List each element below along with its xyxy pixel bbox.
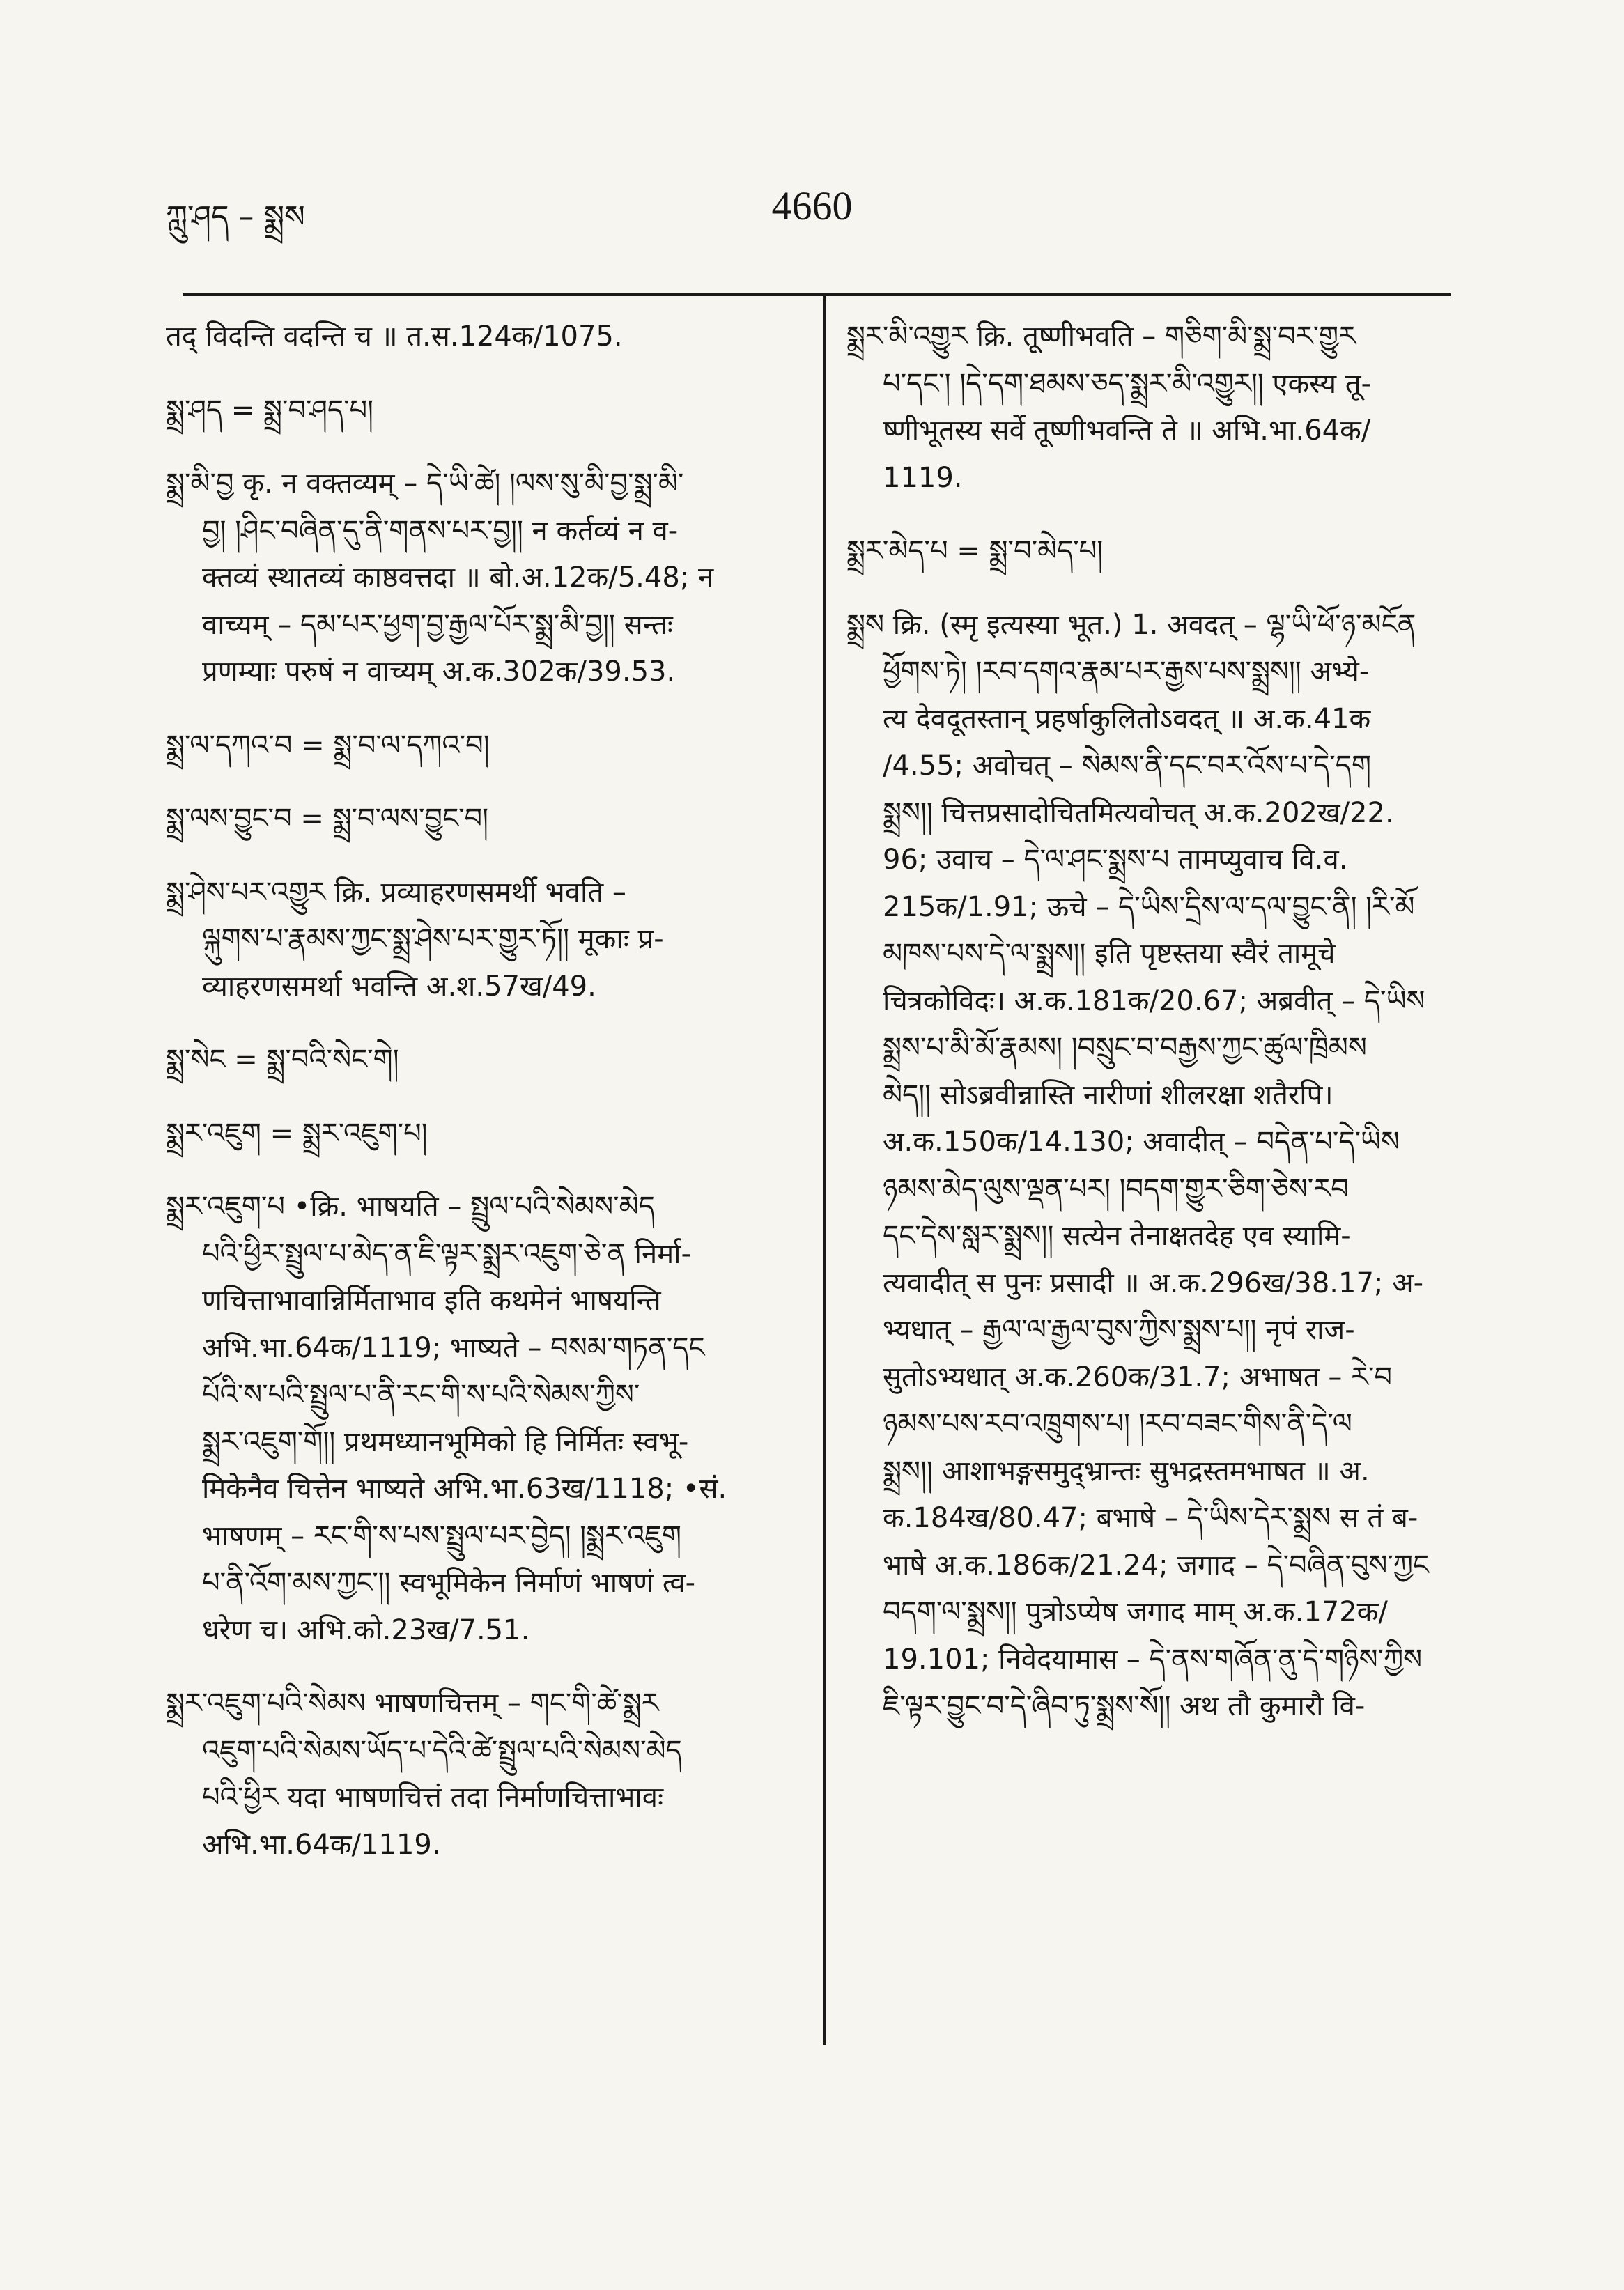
entry-line: त्य देवदूतस्तान् प्रहर्षाकुलितोऽवदत् ॥ अ.क.41क: [883, 702, 1371, 735]
entry-line: སྨྲ་སེང = སྨྲ་བའི་སེང་གེ།: [166, 1044, 399, 1076]
page-number: 4660: [771, 183, 853, 229]
entry-line: སྨྲས།། चित्तप्रसादोचितमित्यवोचत् अ.क.202ख/22.: [883, 796, 1394, 829]
entry-line: सुतोऽभ्यधात् अ.क.260क/31.7; अभाषत – རེ་བ: [883, 1361, 1393, 1393]
header-rule: [183, 293, 1451, 296]
entry-line: अ.क.150क/14.130; अवादीत् – བདེན་པ་དེ་ཡིས: [883, 1126, 1400, 1158]
entry-line: མཁས་པས་དེ་ལ་སྨྲས།། इति पृष्टस्तया स्वैरं तामूचे: [883, 938, 1336, 970]
entry-line: སྨྲ་ཤེས་པར་འགྱུར क्रि. प्रव्याहरणसमर्थी भवति –: [166, 876, 626, 908]
dictionary-entry: [166, 722, 793, 770]
dictionary-entry: [846, 528, 1453, 575]
entry-line: སྨྲ་ལ་དཀའ་བ = སྨྲ་བ་ལ་དཀའ་བ།: [166, 729, 490, 761]
entry-line: མེད།། सोऽब्रवीन्नास्ति नारीणां शीलरक्षा शतैरपि।: [883, 1078, 1333, 1111]
dictionary-entry: [166, 1037, 793, 1084]
entry-line: 1119.: [883, 461, 963, 494]
dictionary-entry: [846, 314, 1453, 502]
entry-line: པོའི་ས་པའི་སྤྲུལ་པ་ནི་རང་གི་ས་པའི་སེམས་ཀྱིས་: [202, 1379, 640, 1411]
entry-line: པ་ནི་འོག་མས་ཀྱང་།། स्वभूमिकेन निर्माणं भाषणं त्व-: [202, 1567, 696, 1599]
left-column: [166, 314, 793, 1895]
dictionary-entry: [166, 1184, 793, 1654]
entry-line: སྨྲར་འཇུག་པ •क्रि. भाषयति – སྤྲུལ་པའི་སེམས་མེད: [166, 1191, 655, 1223]
entry-line: སྨྲར་མེད་པ = སྨྲ་བ་མེད་པ།: [846, 535, 1104, 567]
entry-line: व्याहरणसमर्था भवन्ति अ.श.57ख/49.: [202, 970, 596, 1003]
entry-line: त्यवादीत् स पुनः प्रसादी ॥ अ.क.296ख/38.17; अ-: [883, 1267, 1424, 1299]
entry-line: སྨྲས།། आशाभङ्गसमुद्भ्रान्तः सुभद्रस्तमभाषत ॥ अ.: [883, 1455, 1370, 1487]
entry-line: ལྐུགས་པ་རྣམས་ཀྱང་སྨྲ་ཤེས་པར་གྱུར་ཏོ།། मूकाः प्र-: [202, 923, 664, 955]
entry-line: ཉམས་མེད་ལུས་ལྡན་པར། །བདག་གྱུར་ཅིག་ཅེས་རབ: [883, 1173, 1349, 1205]
entry-line: སྨྲར་འཇུག་པའི་སེམས भाषणचित्तम् – གང་གི་ཚེ་སྨྲར: [166, 1687, 659, 1719]
dictionary-entry: [166, 869, 793, 1011]
dictionary-entry: [846, 602, 1453, 1731]
entry-line: वाच्यम् – དམ་པར་ཕྱག་བྱ་རྒྱལ་པོར་སྨྲ་མི་བྱ།། सन्तः: [202, 608, 673, 641]
entry-line: मिकेनैव चित्तेन भाष्यते अभि.भा.63ख/1118; •सं.: [202, 1473, 727, 1505]
entry-line: བྱ། །ཤིང་བཞིན་དུ་ནི་གནས་པར་བྱ།། न कर्तव्यं न व-: [202, 514, 679, 547]
dictionary-entry: [166, 387, 793, 435]
right-column: [846, 314, 1453, 1757]
entry-line: अभि.भा.64क/1119; भाष्यते – བསམ་གཏན་དང: [202, 1331, 705, 1364]
entry-line: སྨྲས་པ་མི་མོ་རྣམས། །བསྲུང་བ་བརྒྱས་ཀྱང་ཚུལ་ཁྲིམས: [883, 1032, 1367, 1064]
entry-line: क.184ख/80.47; बभाषे – དེ་ཡིས་དེར་སྨྲས स तं ब-: [883, 1502, 1418, 1534]
entry-line: འཇུག་པའི་སེམས་ཡོད་པ་དེའི་ཚེ་སྤྲུལ་པའི་སེམས་མེད: [202, 1734, 682, 1767]
entry-line: /4.55; अवोचत् – སེམས་ནི་དང་བར་འོས་པ་དེ་དག: [883, 750, 1371, 782]
entry-line: པའི་ཕྱིར यदा भाषणचित्तं तदा निर्माणचित्ताभावः: [202, 1781, 664, 1813]
entry-line: चित्रकोविदः। अ.क.181क/20.67; अब्रवीत् – དེ་ཡིས: [883, 984, 1425, 1017]
entry-line: धरेण च। अभि.को.23ख/7.51.: [202, 1614, 530, 1646]
dictionary-entry: [166, 1680, 793, 1869]
entry-line: སྨྲར་མི་འགྱུར क्रि. तूष्णीभवति – གཅིག་མི་སྨྲ་བར་གྱུར: [846, 320, 1356, 353]
entry-line: तद् विदन्ति वदन्ति च ॥ त.स.124क/1075.: [166, 320, 623, 353]
entry-line: ष्णीभूतस्य सर्वे तूष्णीभवन्ति ते ॥ अभि.भा.64क/: [883, 415, 1371, 447]
entry-line: པའི་ཕྱིར་སྤྲུལ་པ་མེད་ན་ཇི་ལྟར་སྨྲར་འཇུག་ཅེ་ན निर्मा-: [202, 1237, 691, 1270]
entry-line: क्तव्यं स्थातव्यं काष्ठवत्तदा ॥ बो.अ.12क/5.48; न: [202, 562, 714, 594]
entry-line: भ्यधात् – རྒྱལ་ལ་རྒྱལ་བུས་ཀྱིས་སྨྲས་པ།། नृपं राज-: [883, 1314, 1355, 1346]
entry-line: ཕྱོགས་ཏེ། །རབ་དགའ་རྣམ་པར་རྒྱས་པས་སྨྲས།། अभ्ये-: [883, 656, 1370, 688]
entry-line: སྨྲར་འཇུག་གོ།། प्रथमध्यानभूमिको हि निर्मितः स्वभू-: [202, 1425, 689, 1458]
entry-line: སྨྲར་འཇུག = སྨྲར་འཇུག་པ།: [166, 1117, 428, 1150]
dictionary-entry: [166, 461, 793, 696]
entry-line: སྨྲ་མི་བྱ कृ. न वक्तव्यम् – དེ་ཡི་ཚེ། །ལས་སུ་མི་བྱ་སྨྲ་མི་: [166, 467, 684, 500]
entry-line: णचित्ताभावान्निर्मिताभाव इति कथमेनं भाषयन्ति: [202, 1285, 661, 1317]
entry-line: प्रणम्याः परुषं न वाच्यम् अ.क.302क/39.53.: [202, 656, 676, 688]
entry-line: སྨྲ་ལས་བྱུང་བ = སྨྲ་བ་ལས་བྱུང་བ།: [166, 803, 489, 835]
dictionary-entry: [166, 1111, 793, 1158]
entry-line: སྨྲས क्रि. (स्मृ इत्यस्या भूत.) 1. अवदत् – ལྷ་ཡི་ཕོ་ཉ་མངོན: [846, 608, 1416, 641]
entry-line: སྨྲ་ཤད = སྨྲ་བ་ཤད་པ།: [166, 394, 373, 426]
dictionary-entry: [166, 796, 793, 843]
entry-line: ཉམས་པས་རབ་འཁྲུགས་པ། །རབ་བཟང་གིས་ནི་དེ་ལ: [883, 1408, 1352, 1440]
entry-line: भाषे अ.क.186क/21.24; जगाद – དེ་བཞིན་བུས་ཀྱང: [883, 1549, 1430, 1581]
entry-line: भाषणम् – རང་གི་ས་པས་སྤྲུལ་པར་བྱེད། །སྨྲར་འཇུག: [202, 1519, 682, 1552]
entry-line: ཇི་ལྟར་བྱུང་བ་དེ་ཞིབ་ཏུ་སྨྲས་སོ།། अथ तौ कुमारौ वि-: [883, 1690, 1366, 1722]
entry-line: अभि.भा.64क/1119.: [202, 1828, 441, 1861]
dictionary-entry: [166, 314, 793, 361]
entry-line: 96; उवाच – དེ་ལ་ཤང་སྨྲས་པ तामप्युवाच वि.व.: [883, 844, 1348, 876]
entry-line: བདག་ལ་སྨྲས།། पुत्रोऽप्येष जगाद माम् अ.क.172क/: [883, 1596, 1388, 1628]
entry-line: 215क/1.91; ऊचे – དེ་ཡིས་དྲིས་ལ་དལ་བྱུང་ནི། །རི་མོ: [883, 890, 1415, 923]
entry-line: པ་དང་། །དེ་དག་ཐམས་ཅད་སྨྲར་མི་འགྱུར།། एकस्य तू-: [883, 367, 1371, 400]
column-divider: [823, 296, 826, 2045]
entry-line: དང་དེས་སླར་སྨྲས།། सत्येन तेनाक्षतदेह एव स्यामि-: [883, 1220, 1351, 1252]
entry-line: 19.101; निवेदयामास – དེ་ནས་གཞོན་ནུ་དེ་གཉིས་ཀྱིས: [883, 1643, 1423, 1676]
header-left: ཀླུ་ཤད – སྨྲས: [166, 199, 305, 235]
